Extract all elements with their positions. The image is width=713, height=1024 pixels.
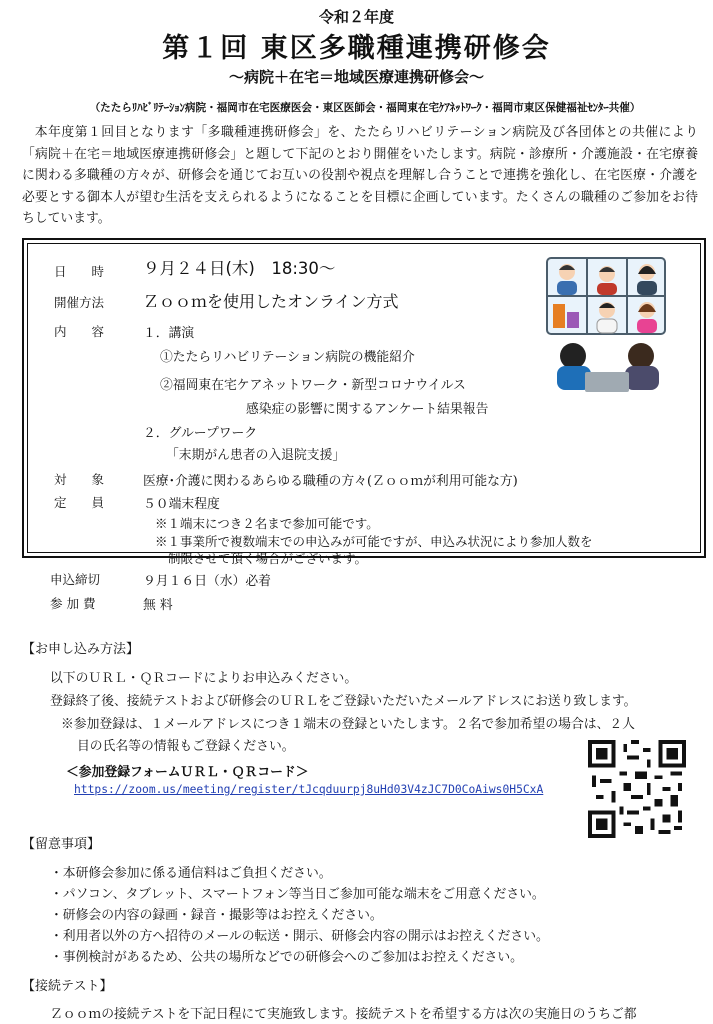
capacity-label: 定 員 bbox=[54, 495, 105, 510]
content-item-1: １．講演 bbox=[143, 326, 195, 341]
note-item: ・利用者以外の方へ招待のメールの転送・開示、研修会内容の開示はお控えください。 bbox=[50, 929, 549, 944]
apply-line-1: 以下のＵＲＬ・ＱＲコードによりお申込みください。 bbox=[50, 671, 358, 686]
note-item: ・事例検討があるため、公共の場所などでの研修会へのご参加はお控えください。 bbox=[50, 950, 523, 965]
notes-heading: 【留意事項】 bbox=[22, 837, 101, 852]
apply-line-2: 登録終了後、接続テストおよび研修会のＵＲＬをご登録いただいたメールアドレスにお送り致します。 bbox=[50, 694, 637, 709]
note-2: ※１事業所で複数端末での申込みが可能ですが、申込み状況により参加人数を bbox=[155, 534, 593, 549]
qr-code[interactable] bbox=[588, 740, 686, 838]
note-item: ・研修会の内容の録画・録音・撮影等はお控えください。 bbox=[50, 908, 383, 923]
era-label: 令和２年度 bbox=[318, 8, 394, 26]
target-value: 医療･介護に関わるあらゆる職種の方々(Ｚｏｏｍが利用可能な方) bbox=[143, 474, 518, 489]
content-item-2: ２．グループワーク bbox=[143, 426, 258, 441]
capacity-value: ５０端末程度 bbox=[143, 497, 220, 512]
intro-paragraph: 本年度第１回目となります「多職種連携研修会」を、たたらリハビリテーション病院及び各団体との共催により「病院＋在宅＝地域医療連携研修会」と題して下記のとおり開催をいたします。病院・診療所・介護施設・在宅療養に関わる多職種の方々が、研修会を通じてお互いの役割や視点を理解し合うことで連携を強化し、在宅医療・介護を必要とする御本人が望む生活を支えられるようになることを目標に企画しています。たくさんの職種のご参加をお待ちしています。 bbox=[22, 125, 698, 226]
organizers-line: （たたらﾘﾊﾋﾞﾘﾃｰｼｮﾝ病院・福岡市在宅医療医会・東区医師会・福岡東在宅ｹｱﾈｯﾄﾜｰｸ・福岡市東区保健福祉ｾﾝﾀｰ共催） bbox=[89, 102, 641, 114]
page-subtitle: ～病院＋在宅＝地域医療連携研修会～ bbox=[228, 68, 484, 86]
content-item-2a: 「末期がん患者の入退院支援」 bbox=[166, 448, 346, 463]
test-line-1: Ｚｏｏｍの接続テストを下記日程にて実施致します。接続テストを希望する方は次の実施日のうちご都 bbox=[50, 1007, 637, 1022]
deadline-value: ９月１６日（水）必着 bbox=[143, 574, 271, 589]
date-label: 日 時 bbox=[54, 264, 105, 279]
fee-value: 無 料 bbox=[143, 598, 173, 613]
note-2-cont: 制限させて頂く場合がございます。 bbox=[168, 551, 368, 566]
content-label: 内 容 bbox=[54, 324, 105, 339]
content-item-1b: ②福岡東在宅ケアネットワーク・新型コロナウイルス bbox=[160, 378, 466, 393]
page-title: 第１回 東区多職種連携研修会 bbox=[162, 33, 551, 64]
registration-link[interactable]: https://zoom.us/meeting/register/tJcqduurpj8uHd03V4zJC7D0CoAiws0H5CxA bbox=[74, 783, 544, 796]
method-value: Ｚｏｏｍを使用したオンライン方式 bbox=[143, 292, 399, 311]
apply-heading: 【お申し込み方法】 bbox=[22, 642, 140, 657]
test-heading: 【接続テスト】 bbox=[22, 979, 113, 994]
date-value: ９月２４日(木) 18:30～ bbox=[143, 259, 336, 278]
note-item: ・本研修会参加に係る通信料はご負担ください。 bbox=[50, 866, 332, 881]
online-meeting-illustration bbox=[545, 254, 667, 394]
apply-line-3: ※参加登録は、１メールアドレスにつき１端末の登録といたします。２名で参加希望の場合は、２人 bbox=[61, 717, 635, 732]
note-item: ・パソコン、タブレット、スマートフォン等当日ご参加可能な端末をご用意ください。 bbox=[50, 887, 545, 902]
content-item-1a: ①たたらリハビリテーション病院の機能紹介 bbox=[160, 350, 415, 365]
deadline-label: 申込締切 bbox=[50, 572, 101, 587]
content-item-1b-cont: 感染症の影響に関するアンケート結果報告 bbox=[246, 402, 489, 417]
apply-line-3-cont: 目の氏名等の情報もご登録ください。 bbox=[77, 739, 295, 754]
fee-label: 参 加 費 bbox=[50, 596, 96, 611]
note-1: ※１端末につき２名まで参加可能です。 bbox=[155, 516, 379, 531]
form-heading: ＜参加登録フォームＵＲＬ・ＱＲコード＞ bbox=[66, 765, 309, 780]
method-label: 開催方法 bbox=[54, 295, 105, 310]
target-label: 対 象 bbox=[54, 472, 105, 487]
